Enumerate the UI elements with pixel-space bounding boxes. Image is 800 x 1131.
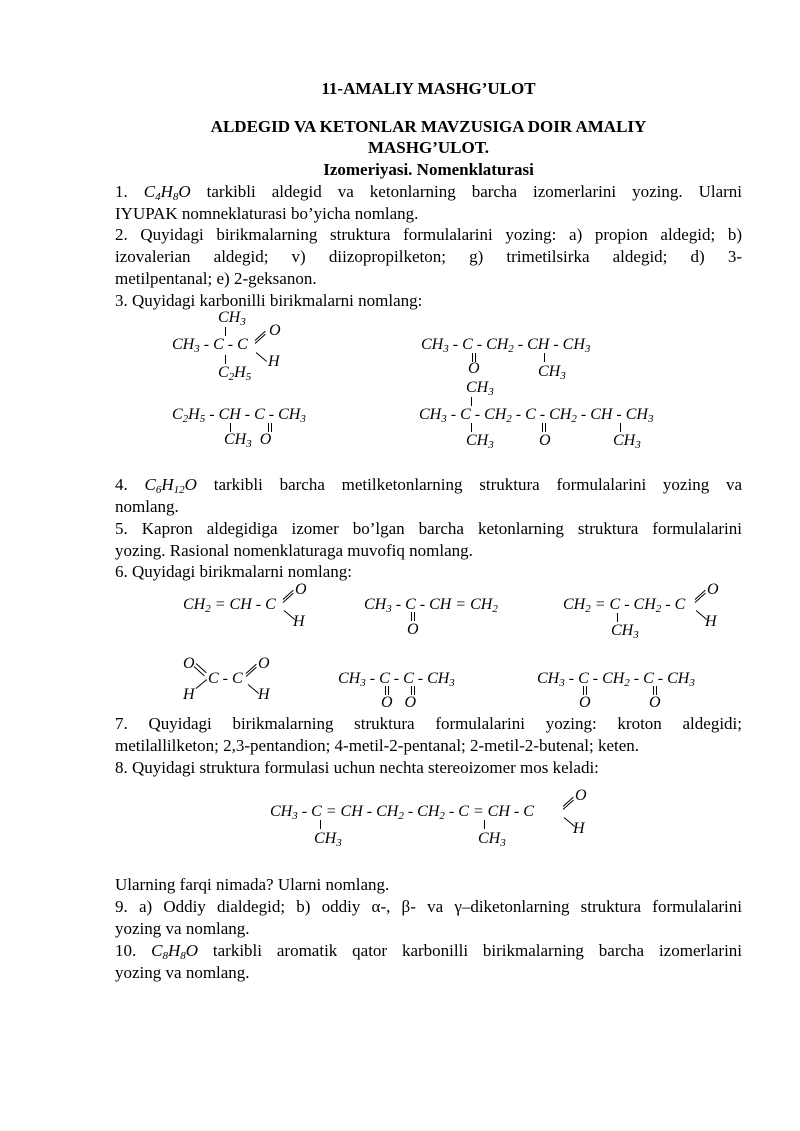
task-10-line-2: yozing va nomlang. <box>115 963 250 982</box>
task-4-line-2: nomlang. <box>115 497 179 516</box>
subtitle-line-2: MASHG’ULOT. <box>367 138 490 157</box>
task-9-line-2: yozing va nomlang. <box>115 919 250 938</box>
task-7-line-2: metilallilketon; 2,3-pentandion; 4-metil-2-pentanal; 2-metil-2-butenal; keten. <box>115 736 640 755</box>
task-2-line-1: 2. Quyidagi birikmalarning struktura formulalarini yozing: a) propion aldegid; b) <box>115 225 742 244</box>
task-6-line-1: 6. Quyidagi birikmalarni nomlang: <box>115 562 353 581</box>
task-10-number: 10. <box>115 941 137 960</box>
task-4-number: 4. <box>115 475 128 494</box>
task-5-line-2: yozing. Rasional nomenklaturaga muvofiq nomlang. <box>115 541 473 560</box>
task-1-number: 1. <box>115 182 128 201</box>
task-4-text: tarkibli barcha metilketonlarning struktura formulalarini yozing va <box>213 475 743 494</box>
task-2-line-3: metilpentanal; e) 2-geksanon. <box>115 269 317 288</box>
task-3-line-1: 3. Quyidagi karbonilli birikmalarni nomlang: <box>115 291 423 310</box>
task-10-text: tarkibli aromatik qator karbonilli birikmalarning barcha izomerlarini <box>212 941 743 960</box>
task-8-line-1: 8. Quyidagi struktura formulasi uchun nechta stereoizomer mos keladi: <box>115 758 599 777</box>
subtitle-line-1: ALDEGID VA KETONLAR MAVZUSIGA DOIR AMALIY <box>210 117 647 136</box>
task-1-line-1 <box>115 181 742 202</box>
task-2-line-2: izovalerian aldegid; v) diizopropilketon; g) trimetilsirka aldegid; d) 3- <box>115 247 742 266</box>
task-4-formula: $C_6H_{12}O$ <box>144 475 197 496</box>
task-7-line-1: 7. Quyidagi birikmalarning struktura formulalarini yozing: kroton aldegidi; <box>115 714 742 733</box>
task-10-formula: $C_8H_8O$ <box>151 941 199 962</box>
task-1-formula: $C_4H_8O$ <box>143 182 191 203</box>
page-title: 11-AMALIY MASHG’ULOT <box>321 79 536 98</box>
task-4-line-1 <box>115 474 742 495</box>
section-heading: Izomeriyasi. Nomenklaturasi <box>323 160 534 179</box>
task-9-line-1: 9. a) Oddiy dialdegid; b) oddiy α-, β- va γ–diketonlarning struktura formulalarini <box>115 897 742 916</box>
task-5-line-1: 5. Kapron aldegidiga izomer bo’lgan barcha ketonlarning struktura formulalarini <box>115 519 742 538</box>
task-8-line-2: Ularning farqi nimada? Ularni nomlang. <box>115 875 390 894</box>
task-10-line-1 <box>115 940 742 961</box>
task-1-line-2: IYUPAK nomneklaturasi bo’yicha nomlang. <box>115 204 419 223</box>
task-1-text: tarkibli aldegid va ketonlarning barcha izomerlarini yozing. Ularni <box>206 182 743 201</box>
